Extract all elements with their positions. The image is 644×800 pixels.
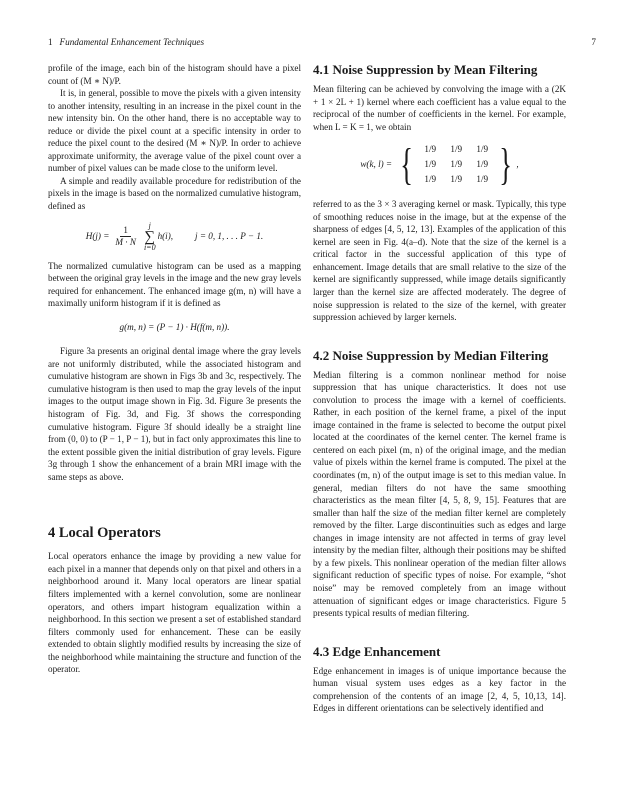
- kernel-cell: 1/9: [450, 159, 463, 170]
- kernel-cell: 1/9: [476, 159, 489, 170]
- summation-symbol: j ∑ i=0: [143, 220, 156, 252]
- equation-mapping: g(m, n) = (P − 1) · H(f(m, n)).: [119, 321, 230, 332]
- eq-term: h(i),: [157, 231, 174, 242]
- kernel-cell: 1/9: [476, 174, 489, 185]
- section-title-4-1: 4.1 Noise Suppression by Mean Filtering: [313, 62, 538, 77]
- sum-upper: j: [148, 220, 151, 230]
- section-title-4: 4 Local Operators: [48, 525, 161, 542]
- eq-frac-den: M · N: [115, 237, 136, 248]
- paragraph: referred to as the 3 × 3 averaging kernel or mask. Typically, this type of smoothing reduces noise in the image, but at the expense of the sharpness of edges [4, 5, 12, 13]. Examples of the application of this kernel are seen in Fig. 4(a–d). Note that the size of the kernel is a critical factor in the successful application of this type of enhancement. Image details that are small relative to the size of the kernel are significantly suppressed, while image details significantly larger than the kernel size are affected moderately. The degree of noise suppression is related to the size of the kernel, with greater suppression achieved by larger kernels.: [313, 199, 566, 323]
- eq-fraction: [112, 225, 139, 248]
- equation-mean-kernel: [313, 139, 566, 189]
- eq-range: j = 0, 1, . . . P − 1.: [195, 231, 264, 242]
- eq-lhs: H(j) =: [85, 231, 110, 242]
- kernel-cell: 1/9: [450, 144, 463, 155]
- left-column: [48, 62, 301, 676]
- paragraph: The normalized cumulative histogram can be used as a mapping between the original gray levels in the image and the new gray levels required for enhancement. The enhanced image g(m, n) will have a maximally uniform histogram if it is defined as: [48, 260, 301, 309]
- section-title-4-3: 4.3 Edge Enhancement: [313, 643, 441, 659]
- right-column: [313, 62, 566, 715]
- paragraph: Mean filtering can be achieved by convolving the image with a (2K + 1 × 2L + 1) kernel where each coefficient has a value equal to the reciprocal of the number of coefficients in the kernel. For example, when L = K = 1, we obtain: [313, 84, 566, 132]
- equation-cumulative-histogram: [48, 222, 301, 252]
- kernel-cell: 1/9: [424, 144, 437, 155]
- paragraph: It is, in general, possible to move the pixels with a given intensity to another intensity, resulting in an increase in the pixel count in the new intensity bin. On the other hand, there is no acceptable way to reduce or divide the pixel count at a specific intensity in order to reduce the pixel count to the desired (M ∗ N)/P. In order to achieve approximate uniformity, the average value of the pixel count over a number of pixel values can be made close to the uniform level.: [48, 88, 301, 174]
- kernel-cell: 1/9: [476, 144, 489, 155]
- kernel-cell: 1/9: [424, 159, 437, 170]
- paragraph: profile of the image, each bin of the histogram should have a pixel count of (M ∗ N)/P.: [48, 63, 301, 86]
- sum-lower: i=0: [143, 242, 156, 252]
- running-header: [48, 37, 596, 51]
- chapter-title: Fundamental Enhancement Techniques: [59, 37, 205, 47]
- paragraph: A simple and readily available procedure for redistribution of the pixels in the image is based on the normalized cumulative histogram, defined as: [48, 175, 301, 212]
- paragraph: Figure 3a presents an original dental image where the gray levels are not uniformly distributed, while the associated histogram and cumulative histogram are shown in Figs 3b and 3c, respectively. The cumulative histogram is then used to map the gray levels of the input images to the output image shown in Fig. 3d. Figure 3e presents the histogram of Fig. 3d, and Fig. 3f shows the corresponding cumulative histogram. Figure 3f should ideally be a straight line from (0, 0) to (P − 1, P − 1), but in fact only approximates this line to the extent possible given the initial distribution of gray levels. Figure 3g through 1 show the enhancement of a brain MRI image with the same steps as above.: [48, 346, 301, 482]
- kernel-cell: 1/9: [424, 174, 437, 185]
- chapter-number: 1: [48, 37, 53, 47]
- paragraph: Median filtering is a common nonlinear method for noise suppression that has unique characteristics. It does not use convolution to process the image with a kernel of coefficients. Rather, in each position of the kernel frame, a pixel of the input image contained in the frame is selected to become the output pixel located at the coordinates of the kernel center. The kernel frame is centered on each pixel (m, n) of the original image, and the median value of pixels within the kernel frame is computed. The pixel at the coordinates (m, n) of the output image is set to this median value. In general, median filters do not have the same smoothing characteristics as the mean filter [4, 5, 8, 9, 15]. Features that are smaller than half the size of the median filter kernel are completely removed by the filter. Large discontinuities such as edges and large changes in image intensity are not affected in terms of gray level intensity by the median filter, although their positions may be shifted by a few pixels. This nonlinear operation of the median filter allows significant reduction of specific types of noise. For example, “shot noise” may be removed completely from an image without attenuation of significant edges or image characteristics. Figure 5 presents typical results of median filtering.: [313, 369, 566, 619]
- page-number: 7: [591, 37, 596, 47]
- eq-frac-num: 1: [120, 225, 131, 237]
- paragraph: Edge enhancement in images is of unique importance because the human visual system uses edges as a key factor in the comprehension of the contents of an image [2, 4, 5, 10,13, 14]. Edges in different orientations can be selectively identified and: [313, 665, 566, 714]
- paragraph: Local operators enhance the image by providing a new value for each pixel in a manner that depends only on that pixel and others in a neighborhood around it. Many local operators are linear spatial filters implemented with a kernel convolution, some are nonlinear operators, and others impart histogram equalization within a neighborhood. In this section we present a set of established standard filters commonly used for enhancement. These can be easily extended to obtain slightly modified results by increasing the size of the neighborhood while maintaining the structure and function of the operator.: [48, 551, 301, 675]
- kernel-matrix: { 1/9 1/9 1/9 1/9 1/9 1/9 1/9 1/9 1/9 }: [400, 139, 513, 189]
- kernel-cell: 1/9: [450, 174, 463, 185]
- eq-tail: ,: [516, 159, 519, 170]
- section-title-4-2: 4.2 Noise Suppression by Median Filtering: [313, 347, 549, 363]
- eq-lhs: w(k, l) =: [360, 159, 393, 170]
